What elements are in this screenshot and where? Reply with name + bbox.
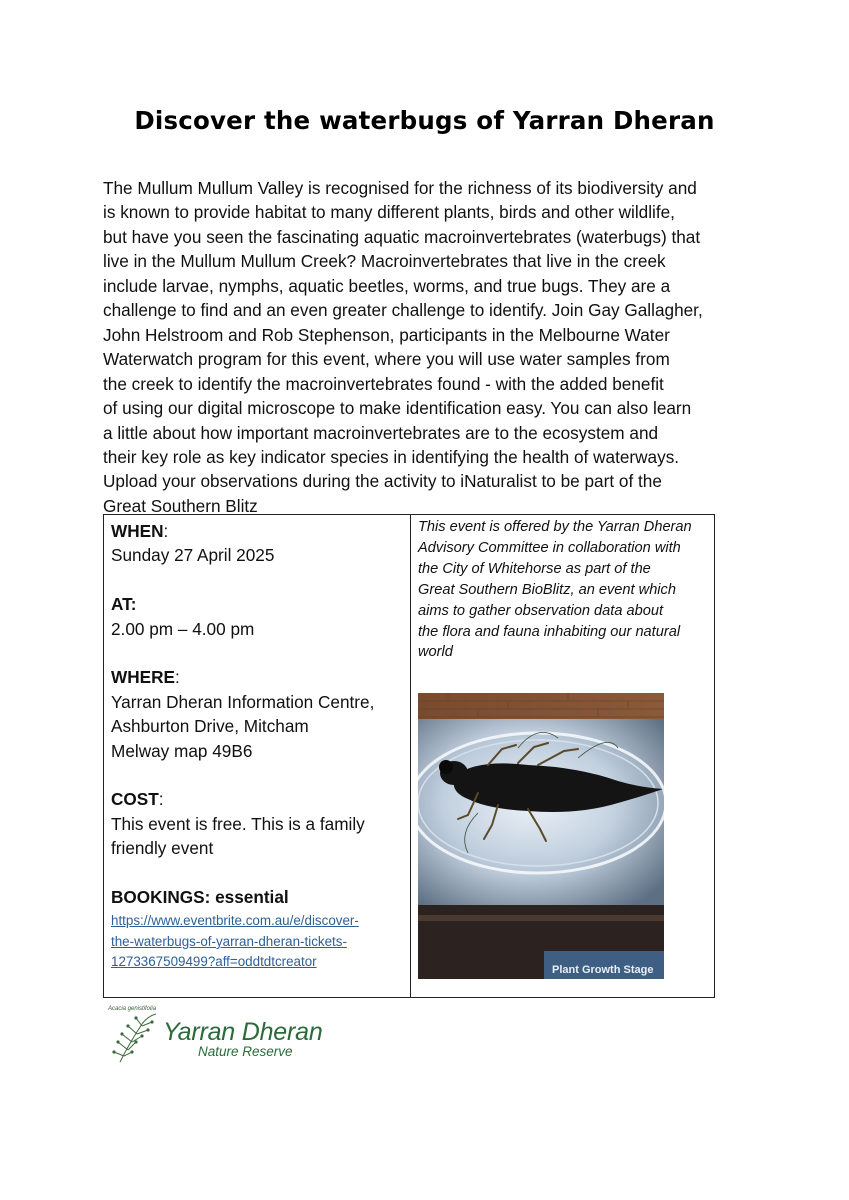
- booking-link-line: 1273367509499?aff=oddtdtcreator: [111, 954, 317, 970]
- intro-line: Waterwatch program for this event, where you will use water samples from: [103, 349, 670, 370]
- cost-label: COST: [111, 789, 159, 810]
- event-details-column: [111, 519, 406, 973]
- where-label: WHERE: [111, 667, 175, 688]
- intro-line: but have you seen the fascinating aquatic macroinvertebrates (waterbugs) that: [103, 226, 701, 247]
- logo-name: Yarran Dheran: [163, 1018, 323, 1046]
- cost-section: [111, 787, 406, 860]
- sponsor-line: aims to gather observation data about: [418, 602, 664, 619]
- sponsor-line: the flora and fauna inhabiting our natural: [418, 623, 681, 640]
- where-colon: :: [174, 667, 180, 688]
- intro-line: the creek to identify the macroinvertebrates found - with the added benefit: [103, 373, 664, 394]
- intro-line: John Helstroom and Rob Stephenson, participants in the Melbourne Water: [103, 324, 670, 345]
- booking-link-line: the-waterbugs-of-yarran-dheran-tickets-: [111, 933, 347, 949]
- booking-link[interactable]: [111, 911, 401, 973]
- intro-line: a little about how important macroinvertebrates are to the ecosystem and: [103, 422, 659, 443]
- where-line: Melway map 49B6: [111, 740, 253, 761]
- intro-paragraph: [103, 176, 763, 518]
- acacia-sprig-icon: [112, 1012, 162, 1064]
- event-details-table: [103, 514, 715, 998]
- intro-line: Upload your observations during the activity to iNaturalist to be part of the: [103, 471, 662, 492]
- bookings-section: [111, 885, 406, 973]
- where-section: [111, 665, 406, 763]
- sponsor-line: world: [418, 644, 453, 661]
- when-colon: :: [163, 521, 169, 541]
- when-section: [111, 519, 406, 568]
- intro-line: of using our digital microscope to make identification easy. You can also learn: [103, 398, 692, 419]
- cost-line: This event is free. This is a family: [111, 813, 365, 834]
- intro-line: The Mullum Mullum Valley is recognised for the richness of its biodiversity and: [103, 178, 697, 198]
- sponsor-line: the City of Whitehorse as part of the: [418, 560, 651, 577]
- table-column-divider: [410, 515, 411, 997]
- page-title: Discover the waterbugs of Yarran Dheran: [134, 106, 715, 135]
- cost-line: friendly event: [111, 838, 214, 859]
- where-line: Yarran Dheran Information Centre,: [111, 691, 375, 712]
- intro-line: Great Southern Blitz: [103, 495, 258, 516]
- intro-line: live in the Mullum Mullum Creek? Macroinvertebrates that live in the creek: [103, 251, 666, 272]
- when-value: Sunday 27 April 2025: [111, 545, 275, 566]
- sponsor-note: [418, 517, 713, 663]
- intro-line: include larvae, nymphs, aquatic beetles, worms, and true bugs. They are a: [103, 275, 671, 296]
- when-label: WHEN: [111, 521, 164, 541]
- cost-colon: :: [158, 789, 164, 810]
- logo-subtitle: Nature Reserve: [198, 1044, 293, 1059]
- intro-line: is known to provide habitat to many different plants, birds and other wildlife,: [103, 202, 675, 223]
- at-label: AT:: [111, 594, 137, 615]
- booking-link-line: https://www.eventbrite.com.au/e/discover-: [111, 913, 359, 929]
- logo-latin-name: Acacia genistifolia: [108, 1006, 157, 1012]
- sponsor-line: This event is offered by the Yarran Dheran: [418, 519, 692, 535]
- intro-line: challenge to find and an even greater challenge to identify. Join Gay Gallagher,: [103, 300, 703, 321]
- bookings-label: BOOKINGS: essential: [111, 887, 289, 908]
- sponsor-line: Advisory Committee in collaboration with: [418, 539, 681, 556]
- photo-caption: Plant Growth Stage: [552, 964, 654, 976]
- sponsor-line: Great Southern BioBlitz, an event which: [418, 581, 676, 598]
- where-line: Ashburton Drive, Mitcham: [111, 716, 309, 737]
- waterbug-photo: [418, 693, 664, 979]
- at-section: [111, 592, 406, 641]
- yarran-dheran-logo: [104, 1004, 344, 1066]
- at-value: 2.00 pm – 4.00 pm: [111, 618, 255, 639]
- intro-line: their key role as key indicator species in identifying the health of waterways.: [103, 446, 680, 467]
